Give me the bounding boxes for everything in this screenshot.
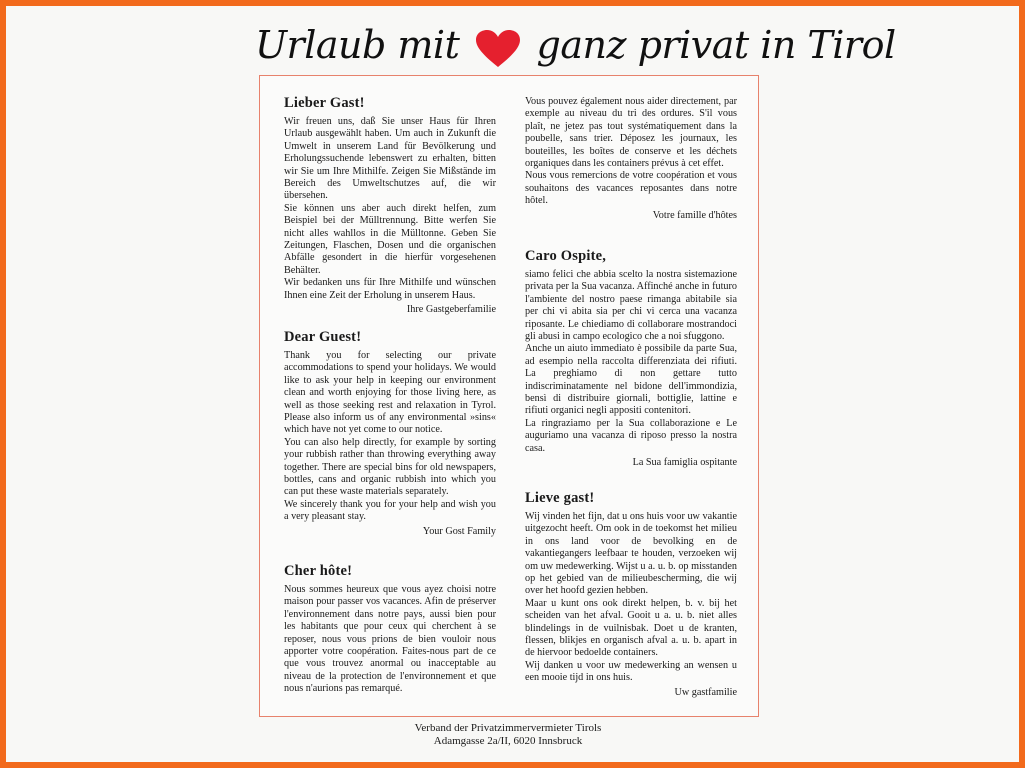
signature: Votre famille d'hôtes	[652, 209, 737, 221]
section-english	[284, 329, 496, 538]
signature: Uw gastfamilie	[674, 686, 737, 698]
paragraph: Wij vinden het fijn, dat u ons huis voor uw vakantie uitgezocht heeft. Om ook in de toekomst het milieu in ons land voor de bevolking en de vakantiegangers leefbaar te houden, verzoeken wij om uw medewerking. Wijst u a. u. b. op misstanden op het gebied van de milieubescherming, die wij over het hoofd gezien hebben.	[525, 511, 737, 597]
paragraph: Wij danken u voor uw medewerking an wensen u een mooie tijd in ons huis.	[525, 659, 737, 684]
paragraph: siamo felici che abbia scelto la nostra sistemazione privata per la Sua vacanza. Affinché anche in futuro l'ambiente del nostro paese rimanga abitabile sia per chi vi abita sia per chi vi cerca una vacanza riposante. Le chiediamo di collaborare mostrandoci gli abusi in campo ecologico che a noi sfuggono.	[525, 269, 737, 343]
paragraph: Wir bedanken uns für Ihre Mithilfe und wünschen Ihnen eine Zeit der Erholung in unserem Haus.	[284, 277, 496, 301]
paragraph: Anche un aiuto immediato è possibile da parte Sua, ad esempio nella raccolta differenziata dei rifiuti. La preghiamo di non gettare tutto indiscriminatamente nel bidone dell'immondizia, bensì di distribuire giornali, bottiglie, lattine e rifiuti organici negli appositi contenitori.	[525, 343, 737, 417]
signature: Ihre Gastgeberfamilie	[406, 304, 496, 316]
paragraph: La ringraziamo per la Sua collaborazione e Le auguriamo una vacanza di riposo presso la nostra casa.	[525, 417, 737, 454]
title-part-1: Urlaub mit	[255, 23, 460, 67]
paragraph: Sie können uns aber auch direkt helfen, zum Beispiel bei der Mülltrennung. Bitte werfen Sie nicht alles wahllos in die Mülltonne. Geben Sie Zeitungen, Flaschen, Dosen und die organischen Abfälle gesondert in die hierfür vorgesehenen Behälter.	[284, 202, 496, 276]
footer-line-2: Adamgasse 2a/II, 6020 Innsbruck	[433, 735, 583, 747]
section-heading: Cher hôte!	[284, 563, 353, 579]
section-heading: Caro Ospite,	[525, 248, 607, 264]
paragraph: Thank you for selecting our private accommodations to spend your holidays. We would like to ask your help in keeping our environment clean and worth enjoying for those living here, as well as those seeking rest and relaxation in Tyrol. Please also inform us of any environmental »sins« which have not yet come to our notice.	[284, 350, 496, 436]
signature: La Sua famiglia ospitante	[632, 457, 737, 469]
letter-box	[259, 75, 759, 717]
signature: Your Gost Family	[422, 525, 496, 537]
paragraph: Maar u kunt ons ook direkt helpen, b. v. bij het scheiden van het afval. Gooit u a. u. b. niet alles blindelings in de vuilnisbak. Doet u de kranten, flessen, blikjes en organisch afval a. u. b. apart in de hiervoor bedoelde containers.	[525, 597, 737, 659]
paragraph: Wir freuen uns, daß Sie unser Haus für Ihren Urlaub ausgewählt haben. Um auch in Zukunft die Umwelt in unserem Land für Bevölkerung und Erholungssuchende lebenswert zu erhalten, bitten wir Sie um Ihre Mithilfe. Zeigen Sie Mißstände im Bereich des Umweltschutzes auf, die wir übersehen.	[284, 116, 496, 202]
paragraph: You can also help directly, for example by sorting your rubbish rather than throwing everything away together. There are special bins for old newspapers, bottles, cans and organic rubbish into which you can put these waste materials separately.	[284, 436, 496, 498]
section-french-part2	[525, 96, 737, 222]
section-heading: Lieve gast!	[525, 490, 595, 506]
paragraph: Vous pouvez également nous aider directement, par exemple au niveau du tri des ordures. S'il vous plaît, ne jetez pas tout systématiquement dans la poubelle, sans trier. Déposez les journaux, les bouteilles, les boîtes de conserve et les déchets organiques dans les containers prévus à cet effet.	[525, 96, 737, 170]
heart-icon	[475, 29, 521, 69]
paragraph: Nous vous remercions de votre coopération et vous souhaitons des vacances reposantes dans notre hôtel.	[525, 170, 737, 207]
section-italian	[525, 248, 737, 470]
footer-line-1: Verband der Privatzimmervermieter Tirols	[414, 722, 602, 734]
title-part-2: ganz privat in Tirol	[536, 23, 896, 67]
section-heading: Lieber Gast!	[284, 95, 365, 111]
section-dutch	[525, 490, 737, 699]
section-french-part1	[284, 563, 496, 696]
footer-address	[259, 722, 757, 748]
paragraph: Nous sommes heureux que vous ayez choisi notre maison pour passer vos vacances. Afin de préserver l'environnement dans notre pays, aussi bien pour les habitants que pour ceux qui cherchent à se reposer, nous vous prions de bien vouloir nous apporter votre coopération. Faites-nous part de ce que vous trouvez anormal ou inacceptable au niveau de la protection de l'environnement et que nous n'aurions pas remarqué.	[284, 584, 496, 695]
page-title	[255, 18, 896, 72]
section-german	[284, 95, 496, 317]
section-heading: Dear Guest!	[284, 329, 362, 345]
paragraph: We sincerely thank you for your help and wish you a very pleasant stay.	[284, 498, 496, 523]
